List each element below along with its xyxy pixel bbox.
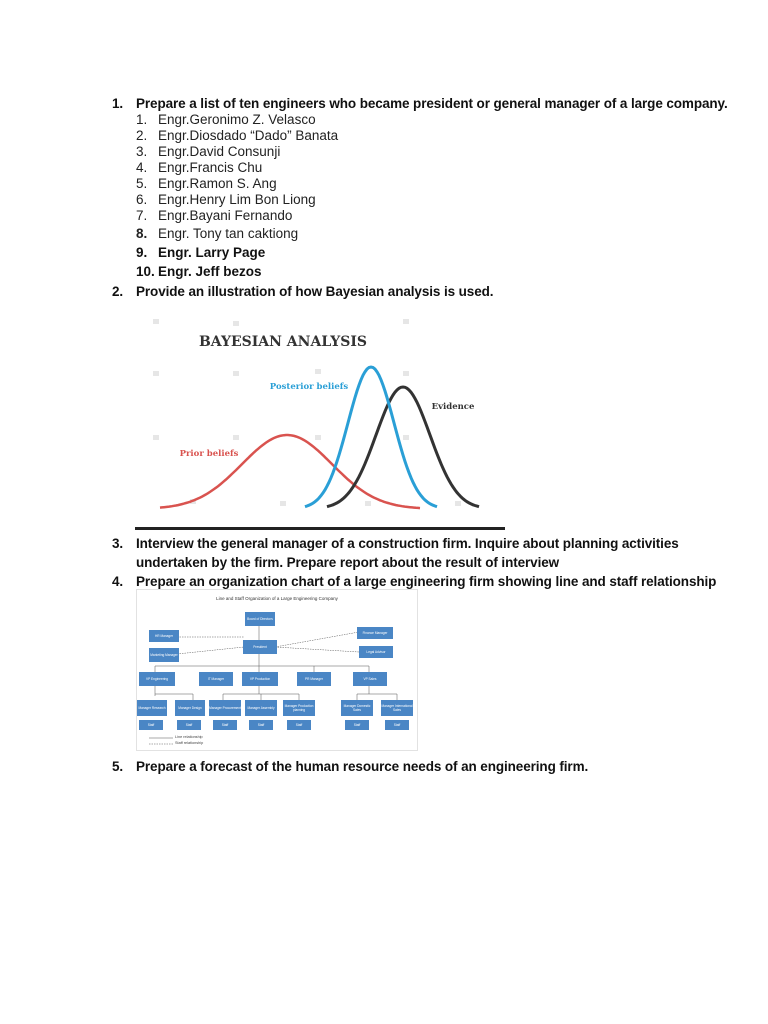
org-box-manager-international-sales: Manager International Sales xyxy=(381,700,413,716)
legend-staff: Staff relationship xyxy=(175,741,204,745)
question-text-line2: undertaken by the firm. Prepare report about the result of interview xyxy=(136,555,560,570)
posterior-label: Posterior beliefs xyxy=(269,382,349,392)
list-number: 10. xyxy=(136,264,155,279)
org-box-manager-procurement: Manager Procurement xyxy=(209,700,241,716)
org-box-manager-production-planning: Manager Production planning xyxy=(283,700,315,716)
org-box-pr: PR Manager xyxy=(297,672,331,686)
org-box-vp-production: VP Production xyxy=(242,672,278,686)
question-number: 2. xyxy=(112,284,124,299)
list-number: 6. xyxy=(136,192,148,207)
org-box-staff: Staff xyxy=(213,720,237,730)
org-box-staff: Staff xyxy=(249,720,273,730)
engineer-name: Engr.Francis Chu xyxy=(158,160,263,175)
question-text: Prepare a list of ten engineers who became president or general manager of a large company. xyxy=(136,96,728,111)
engineer-name: Engr.David Consunji xyxy=(158,144,281,159)
list-number: 7. xyxy=(136,208,148,223)
engineer-name: Engr. Tony tan caktiong xyxy=(158,226,299,241)
org-box-staff: Staff xyxy=(139,720,163,730)
engineer-name: Engr.Ramon S. Ang xyxy=(158,176,277,191)
list-number: 3. xyxy=(136,144,148,159)
question-text: Prepare an organization chart of a large engineering firm showing line and staff relationship xyxy=(136,574,717,589)
figure-title: BAYESIAN ANALYSIS xyxy=(198,334,368,350)
org-box-marketing: Marketing Manager xyxy=(149,648,179,662)
engineer-name: Engr. Jeff bezos xyxy=(158,264,262,279)
engineer-name: Engr.Bayani Fernando xyxy=(158,208,293,223)
org-box-manager-assembly: Manager Assembly xyxy=(245,700,277,716)
org-box-president: President xyxy=(243,640,277,654)
org-box-vp-engineering: VP Engineering xyxy=(139,672,175,686)
org-chart-title: Line and Staff Organization of a Large Engineering Company xyxy=(216,596,338,601)
org-box-manager-domestic-sales: Manager Domestic Sales xyxy=(341,700,373,716)
org-box-manager-design: Manager Design xyxy=(175,700,205,716)
org-box-legal: Legal Advisor xyxy=(359,646,393,658)
org-box-vp-sales: VP Sales xyxy=(353,672,387,686)
list-number: 5. xyxy=(136,176,148,191)
org-chart xyxy=(136,589,418,751)
list-number: 1. xyxy=(136,112,148,127)
bayesian-analysis-figure xyxy=(135,313,505,533)
engineer-name: Engr.Geronimo Z. Velasco xyxy=(158,112,316,127)
engineer-name: Engr.Henry Lim Bon Liong xyxy=(158,192,316,207)
evidence-label: Evidence xyxy=(431,402,475,412)
question-text-line1: Interview the general manager of a construction firm. Inquire about planning activities xyxy=(136,536,679,551)
org-box-it: IT Manager xyxy=(199,672,233,686)
question-number: 4. xyxy=(112,574,124,589)
org-box-manager-research: Manager Research xyxy=(137,700,167,716)
org-box-staff: Staff xyxy=(345,720,369,730)
org-box-hr: HR Manager xyxy=(149,630,179,642)
question-number: 3. xyxy=(112,536,124,551)
org-box-board: Board of Directors xyxy=(245,612,275,626)
org-box-staff: Staff xyxy=(177,720,201,730)
question-number: 5. xyxy=(112,759,124,774)
legend-line: Line relationship xyxy=(175,735,203,739)
list-number: 2. xyxy=(136,128,148,143)
engineer-name: Engr. Larry Page xyxy=(158,245,266,260)
org-box-staff: Staff xyxy=(287,720,311,730)
list-number: 8. xyxy=(136,226,148,241)
org-box-finance: Finance Manager xyxy=(357,627,393,639)
org-box-staff: Staff xyxy=(385,720,409,730)
figure-bottom-rule xyxy=(135,527,505,530)
question-text: Prepare a forecast of the human resource needs of an engineering firm. xyxy=(136,759,589,774)
list-number: 9. xyxy=(136,245,148,260)
bayesian-curves-svg xyxy=(135,313,505,533)
engineer-name: Engr.Diosdado “Dado” Banata xyxy=(158,128,339,143)
question-text: Provide an illustration of how Bayesian analysis is used. xyxy=(136,284,494,299)
list-number: 4. xyxy=(136,160,148,175)
prior-label: Prior beliefs xyxy=(179,449,239,459)
question-number: 1. xyxy=(112,96,124,111)
